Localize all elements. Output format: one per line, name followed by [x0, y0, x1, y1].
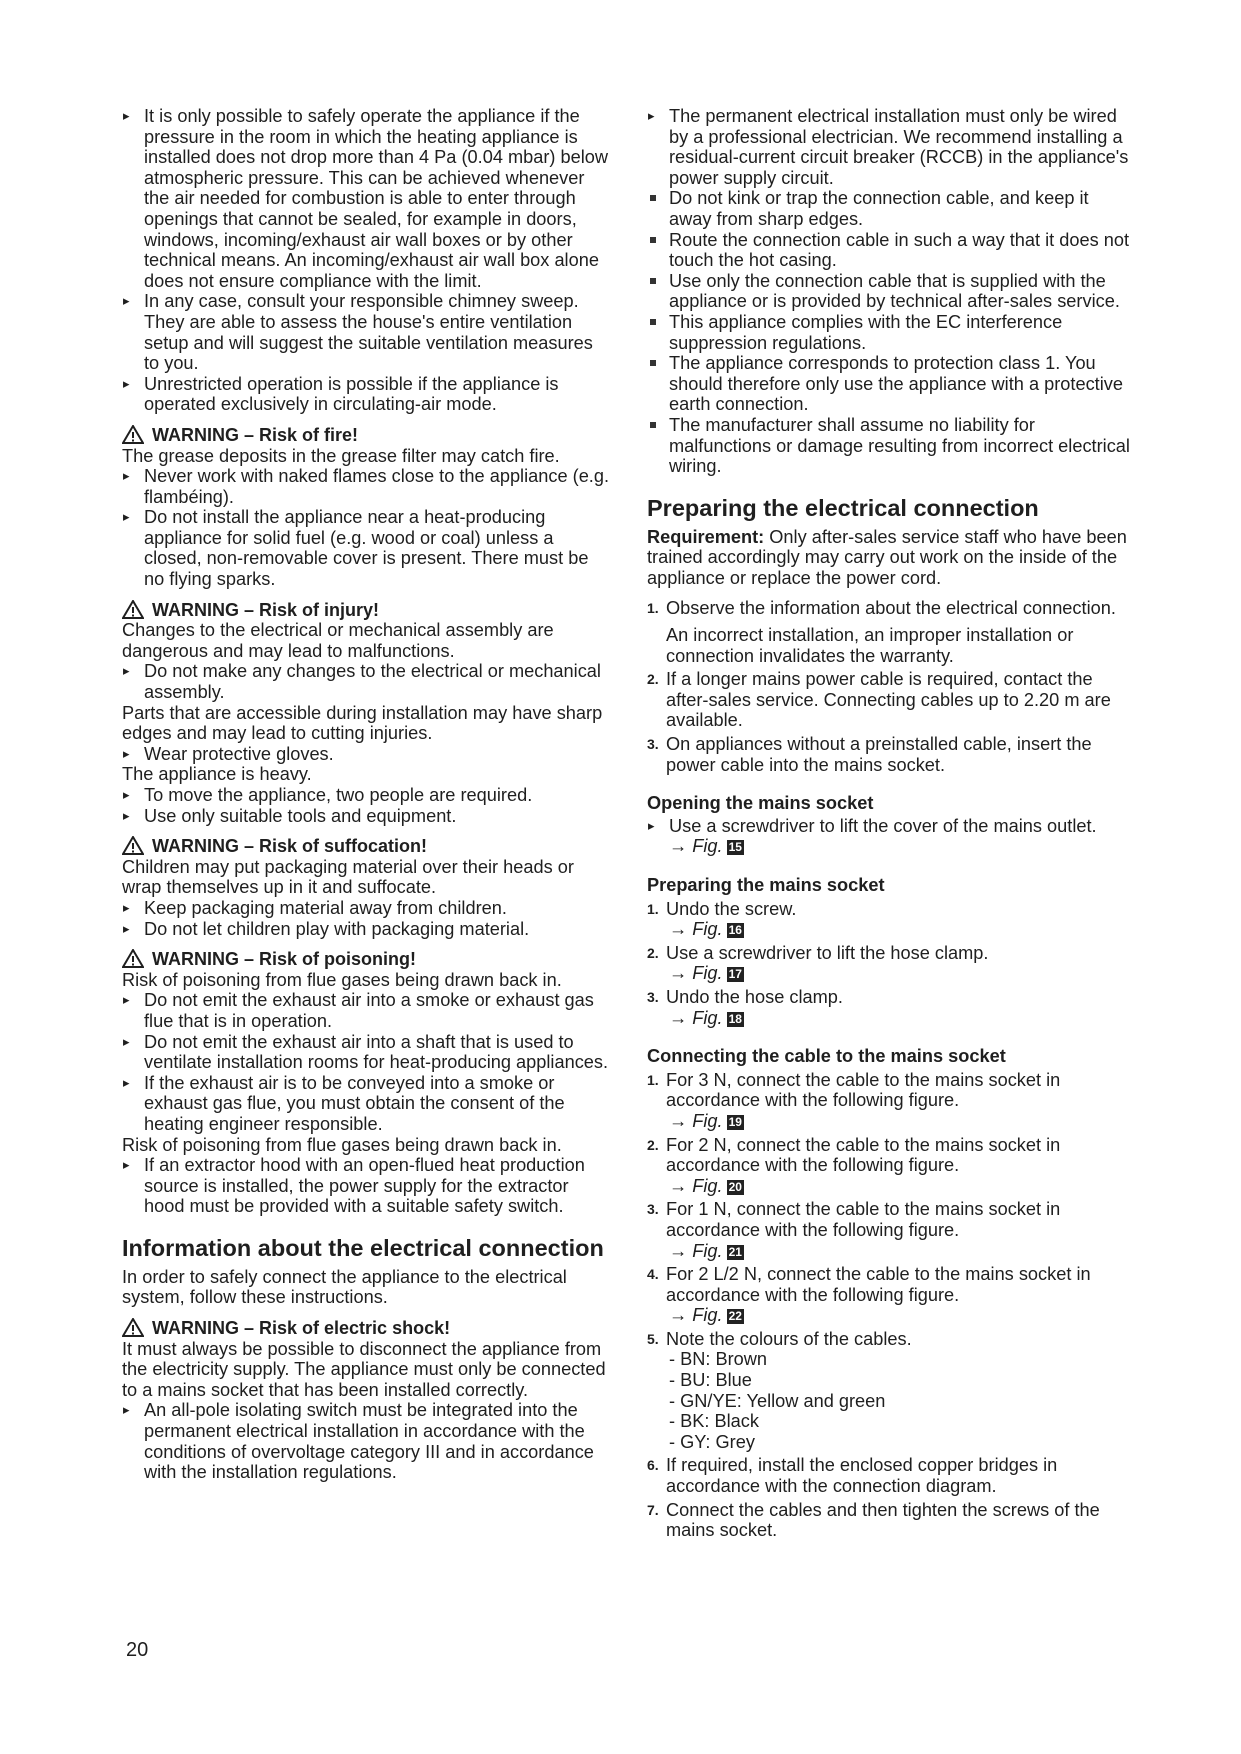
arrow-icon: → [669, 963, 688, 984]
colour-item: - GN/YE: Yellow and green [669, 1390, 886, 1411]
safety-square-list [647, 188, 1135, 476]
figure-badge: 20 [728, 1179, 742, 1194]
figure-ref [666, 963, 1135, 984]
figure-badge: 17 [728, 967, 742, 982]
list-item [647, 734, 1135, 775]
list-item: ▸ An all-pole isolating switch must be integrated into the permanent electrical installation in accordance with the conditions of overvoltage category III and in accordance with the installation regulations. [122, 1400, 610, 1482]
step-number: 2. [647, 944, 659, 961]
list-item: ▸ If an extractor hood with an open-flued heat production source is installed, the power supply for the extractor hood must be provided with a suitable safety switch. [122, 1155, 610, 1217]
list-item: Do not kink or trap the connection cable, and keep it away from sharp edges. [647, 188, 1135, 229]
figure-ref [666, 919, 1135, 940]
list-item [647, 1070, 1135, 1132]
step-number: 4. [647, 1266, 659, 1283]
subsection-heading: Opening the mains socket [647, 793, 874, 814]
section-heading: Preparing the electrical connection [647, 494, 1039, 521]
step-text: For 3 N, connect the cable to the mains socket in accordance with the following figure. [666, 1069, 1061, 1111]
list-item: ▸ Do not let children play with packaging material. [122, 919, 610, 940]
poisoning-list-1 [122, 990, 610, 1134]
page-number: 20 [126, 1639, 149, 1661]
list-item: ▸ Keep packaging material away from children. [122, 898, 610, 919]
requirement-text: Only after-sales service staff who have been trained accordingly may carry out work on the inside of the appliance or replace the power cord. [647, 526, 1127, 588]
figure-badge: 21 [728, 1244, 742, 1259]
warning-injury-heading [122, 600, 610, 621]
step-number: 1. [647, 600, 659, 617]
arrow-icon: → [669, 1110, 688, 1131]
fig-label: Fig. [692, 1240, 723, 1261]
arrow-icon: → [669, 1007, 688, 1028]
step-text: Use a screwdriver to lift the hose clamp. [666, 942, 989, 963]
step-text: Note the colours of the cables. [666, 1328, 912, 1349]
fig-label: Fig. [692, 1175, 723, 1196]
list-item: This appliance complies with the EC interference suppression regulations. [647, 312, 1135, 353]
warning-text: Parts that are accessible during installation may have sharp edges and may lead to cutting injuries. [122, 702, 603, 744]
figure-ref [666, 1241, 1135, 1262]
list-item: ▸ Do not emit the exhaust air into a smoke or exhaust gas flue that is in operation. [122, 990, 610, 1031]
fig-label: Fig. [692, 1110, 723, 1131]
list-item: ▸ Do not install the appliance near a heat-producing appliance for solid fuel (e.g. wood or coal) unless a closed, non-removable cover is present. There must be no flying sparks. [122, 507, 610, 589]
fig-label: Fig. [692, 836, 723, 857]
step-note: An incorrect installation, an improper installation or connection invalidates the warranty. [666, 625, 1074, 666]
warning-text: The appliance is heavy. [122, 764, 312, 785]
step-number: 5. [647, 1330, 659, 1347]
list-item [647, 1455, 1135, 1496]
list-item [647, 598, 1135, 666]
figure-ref [666, 1305, 1135, 1326]
list-item: The appliance corresponds to protection class 1. You should therefore only use the appliance with a protective earth connection. [647, 353, 1135, 415]
injury-list-1 [122, 661, 610, 702]
warning-suffocation-heading [122, 836, 610, 857]
warning-poisoning-heading [122, 949, 610, 970]
colour-text: BU: Blue [680, 1370, 752, 1391]
arrow-icon: → [669, 1240, 688, 1261]
step-text: Undo the hose clamp. [666, 986, 843, 1007]
figure-badge: 18 [728, 1011, 742, 1026]
list-item: ▸ Do not make any changes to the electrical or mechanical assembly. [122, 661, 610, 702]
shock-list [122, 1400, 610, 1482]
list-item: ▸ If the exhaust air is to be conveyed into a smoke or exhaust gas flue, you must obtain the consent of the heating engineer responsible. [122, 1073, 610, 1135]
step-text: If a longer mains power cable is required, contact the after-sales service. Connecting cables up to 2.20 m are available. [666, 669, 1111, 731]
warning-title: WARNING – Risk of fire! [152, 424, 359, 445]
poisoning-list-2 [122, 1155, 610, 1217]
section-heading: Information about the electrical connection [122, 1234, 604, 1261]
list-item: The manufacturer shall assume no liability for malfunctions or damage resulting from incorrect electrical wiring. [647, 415, 1135, 477]
step-number: 3. [647, 1201, 659, 1218]
colour-list [666, 1349, 1135, 1452]
step-number: 2. [647, 1136, 659, 1153]
prep-socket-steps [647, 899, 1135, 1029]
step-text: For 2 L/2 N, connect the cable to the mains socket in accordance with the following figure. [666, 1264, 1091, 1305]
list-item [647, 1264, 1135, 1326]
colour-text: BN: Brown [680, 1349, 768, 1370]
preparing-steps [647, 598, 1135, 775]
list-item [647, 987, 1135, 1028]
step-text: Undo the screw. [666, 898, 797, 919]
subsection-heading: Preparing the mains socket [647, 875, 885, 895]
list-item: Route the connection cable in such a way that it does not touch the hot casing. [647, 230, 1135, 271]
warning-title: WARNING – Risk of poisoning! [152, 949, 416, 970]
fig-label: Fig. [692, 1007, 723, 1028]
subsection-heading: Connecting the cable to the mains socket [647, 1046, 1006, 1067]
list-item: ▸ Use a screwdriver to lift the cover of the mains outlet. [647, 816, 1135, 837]
section-text: In order to safely connect the appliance to the electrical system, follow these instructions. [122, 1266, 567, 1308]
list-item [647, 669, 1135, 731]
list-item: ▸ It is only possible to safely operate the appliance if the pressure in the room in which the heating appliance is installed does not drop more than 4 Pa (0.04 mbar) below atmospheric pressure. This can be achieved whenever the air needed for combustion is able to enter through openings that cannot be sealed, for example in doors, windows, incoming/exhaust air wall boxes or by other technical means. An incoming/exhaust air wall box alone does not ensure compliance with the limit. [122, 106, 610, 291]
colour-item: - GY: Grey [669, 1431, 755, 1452]
fig-label: Fig. [692, 1305, 723, 1326]
left-column [122, 106, 610, 1483]
figure-badge: 19 [728, 1114, 742, 1129]
figure-ref [666, 1176, 1135, 1197]
warning-text: Risk of poisoning from flue gases being drawn back in. [122, 969, 562, 990]
figure-ref [666, 1111, 1135, 1132]
step-text: If required, install the enclosed copper bridges in accordance with the connection diagram. [666, 1455, 1058, 1497]
figure-badge: 22 [728, 1309, 742, 1324]
warning-triangle-icon [122, 600, 144, 619]
figure-ref [647, 836, 1135, 857]
arrow-icon: → [669, 919, 688, 940]
arrow-icon: → [669, 836, 688, 857]
injury-list-2 [122, 744, 610, 765]
warning-triangle-icon [122, 949, 144, 968]
colour-text: GN/YE: Yellow and green [680, 1390, 886, 1411]
warning-text: Changes to the electrical or mechanical assembly are dangerous and may lead to malfunctions. [122, 620, 554, 661]
intro-list [122, 106, 610, 415]
list-item [647, 899, 1135, 940]
warning-title: WARNING – Risk of suffocation! [152, 836, 428, 857]
warning-fire-heading [122, 425, 610, 446]
warning-text: The grease deposits in the grease filter may catch fire. [122, 445, 560, 466]
warning-text: It must always be possible to disconnect the appliance from the electricity supply. The appliance must only be connected to a mains socket that has been installed correctly. [122, 1338, 606, 1400]
connecting-steps [647, 1070, 1135, 1541]
warning-shock-heading [122, 1318, 610, 1339]
list-item: ▸ The permanent electrical installation must only be wired by a professional electrician. We recommend installing a residual-current circuit breaker (RCCB) in the appliance's power supply circuit. [647, 106, 1135, 188]
warning-triangle-icon [122, 1318, 144, 1337]
list-item: ▸ To move the appliance, two people are required. [122, 785, 610, 806]
warning-title: WARNING – Risk of injury! [152, 599, 380, 620]
list-item [647, 1329, 1135, 1453]
fire-list [122, 466, 610, 590]
step-number: 3. [647, 736, 659, 753]
step-text: For 2 N, connect the cable to the mains socket in accordance with the following figure. [666, 1134, 1061, 1176]
list-item [647, 1199, 1135, 1261]
electrician-list [647, 106, 1135, 188]
opening-list [647, 816, 1135, 837]
colour-text: GY: Grey [680, 1431, 755, 1452]
right-column [647, 106, 1135, 1541]
warning-text: Children may put packaging material over their heads or wrap themselves up in it and suffocate. [122, 856, 574, 898]
list-item: ▸ Unrestricted operation is possible if the appliance is operated exclusively in circulating-air mode. [122, 374, 610, 415]
step-number: 6. [647, 1457, 659, 1474]
list-item: ▸ Use only suitable tools and equipment. [122, 806, 610, 827]
suffocation-list [122, 898, 610, 939]
step-number: 7. [647, 1501, 659, 1518]
requirement [647, 527, 1135, 589]
step-text: Connect the cables and then tighten the screws of the mains socket. [666, 1499, 1100, 1541]
list-item [647, 1500, 1135, 1541]
figure-badge: 15 [728, 840, 742, 855]
injury-list-3 [122, 785, 610, 826]
step-text: Observe the information about the electrical connection. [666, 598, 1116, 619]
figure-badge: 16 [728, 923, 742, 938]
warning-text: Risk of poisoning from flue gases being drawn back in. [122, 1134, 562, 1155]
list-item: ▸ Never work with naked flames close to the appliance (e.g. flambéing). [122, 466, 610, 507]
warning-triangle-icon [122, 425, 144, 444]
fig-label: Fig. [692, 919, 723, 940]
step-number: 1. [647, 900, 659, 917]
list-item: ▸ Wear protective gloves. [122, 744, 610, 765]
warning-triangle-icon [122, 836, 144, 855]
colour-item: - BK: Black [669, 1411, 759, 1432]
warning-title: WARNING – Risk of electric shock! [152, 1318, 451, 1339]
step-text: For 1 N, connect the cable to the mains socket in accordance with the following figure. [666, 1199, 1061, 1240]
colour-text: BK: Black [680, 1411, 759, 1432]
list-item [647, 1135, 1135, 1197]
fig-label: Fig. [692, 963, 723, 984]
colour-item: - BN: Brown [669, 1349, 768, 1370]
figure-ref [666, 1008, 1135, 1029]
step-number: 1. [647, 1071, 659, 1088]
arrow-icon: → [669, 1305, 688, 1326]
step-number: 3. [647, 988, 659, 1005]
colour-item: - BU: Blue [669, 1370, 752, 1391]
list-item: ▸ Do not emit the exhaust air into a shaft that is used to ventilate installation rooms for heat-producing appliances. [122, 1032, 610, 1073]
list-item [647, 943, 1135, 984]
requirement-label: Requirement: [647, 526, 765, 547]
list-item: Use only the connection cable that is supplied with the appliance or is provided by technical after-sales service. [647, 271, 1135, 312]
step-text: On appliances without a preinstalled cable, insert the power cable into the mains socket. [666, 734, 1092, 775]
step-number: 2. [647, 671, 659, 688]
list-item: ▸ In any case, consult your responsible chimney sweep. They are able to assess the house's entire ventilation setup and will suggest the suitable ventilation measures to you. [122, 291, 610, 373]
arrow-icon: → [669, 1175, 688, 1196]
